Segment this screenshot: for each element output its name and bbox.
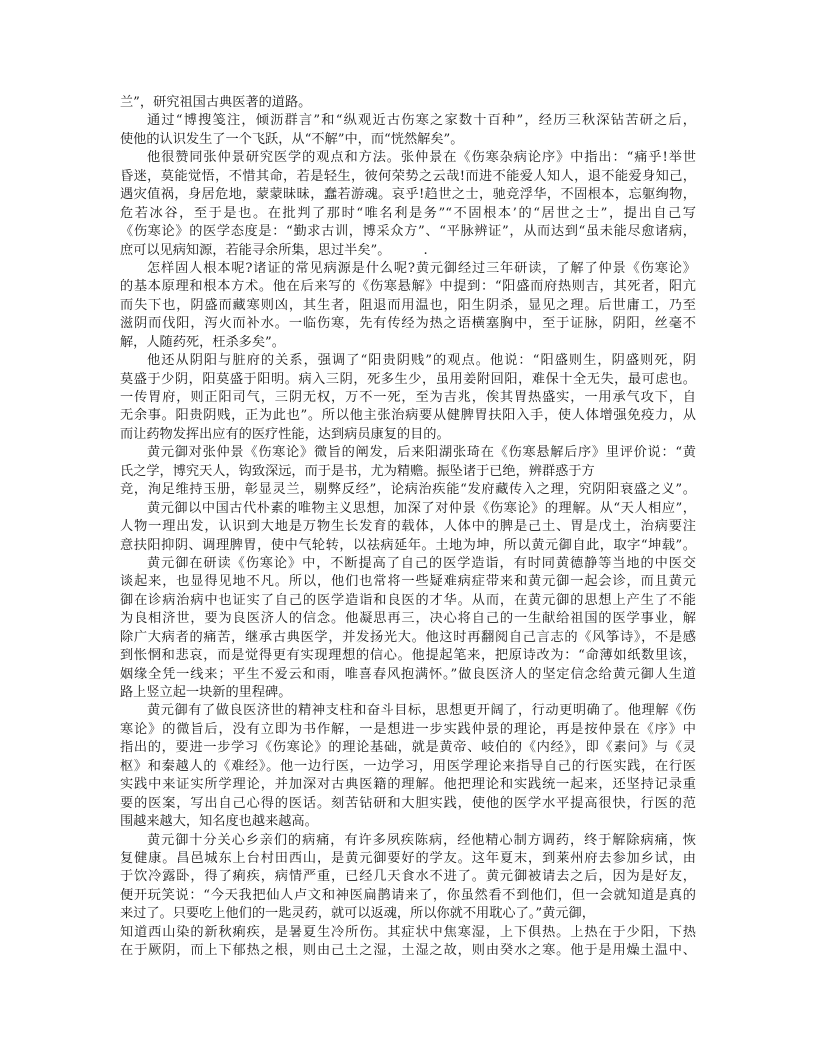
- text-line: 黄元御十分关心乡亲们的病痛，有许多夙疾陈病，经他精心制方调药，终于解除病痛，恢: [147, 832, 696, 848]
- text-line: 兰”，研究祖国古典医著的道路。: [120, 95, 312, 110]
- text-line: 指出的，要进一步学习《伤寒论》的理论基础，就是黄帝、岐伯的《内经》，即《素问》与《灵: [120, 740, 696, 756]
- text-line: 的基本原理和根本方术。他在后来写的《伤寒悬解》中提到：“阳盛而府热则吉，其死者，阳亢: [120, 279, 696, 295]
- text-line: 枢》和秦越人的《难经》。他一边行医，一边学习，用医学理论来指导自己的行医实践，在行医: [120, 758, 696, 774]
- text-line: 实践中来证实所学理论，并加深对古典医籍的理解。他把理论和实践统一起来，还坚持记录重: [120, 777, 696, 793]
- text-line: 使他的认识发生了一个飞跃，从“不解”中，而“恍然解矣”。: [120, 131, 464, 147]
- text-line: 围越来越大，知名度也越来越高。: [120, 814, 318, 830]
- text-line: 无余事。阳贵阴贱，正为此也”。所以他主张治病要从健脾胃扶阳入手，使人体增强免疫力，从: [120, 408, 696, 424]
- text-line: 而失下也，阴盛而藏寒则凶，其生者，阻退而用温也，阳生阴杀，显见之理。后世庸工，乃至: [120, 297, 696, 313]
- text-line: 到怅惘和悲哀，而是觉得更有实现理想的信心。他提起笔来，把原诗改为：“命薄如纸数里该，: [120, 648, 696, 664]
- text-line: 怎样固人根本呢?诸证的常见病源是什么呢?黄元御经过三年研读，了解了仲景《伤寒论》: [147, 260, 696, 276]
- text-line: 谈起来，也显得见地不凡。所以，他们也常将一些疑难病症带来和黄元御一起会诊，而且黄元: [120, 574, 696, 590]
- text-line: 黄元御在研读《伤寒论》中，不断提高了自己的医学造诣，有时同黄德静等当地的中医交: [147, 555, 696, 571]
- text-line: 竞，洵足维持玉册，彰显灵兰，剔弊反经”，论病治疾能“发府藏传入之理，究阴阳衰盛之义”。: [120, 482, 696, 498]
- text-line: 他还从阴阳与脏府的关系，强调了“阳贵阴贱”的观点。他说：“阳盛则生，阴盛则死，阴: [147, 353, 696, 369]
- text-line: 为良相济世，要为良医济人的信念。他凝思再三，决心将自己的一生献给祖国的医学事业，解: [120, 611, 696, 627]
- text-line: 庶可以见病知源，若能寻余所集，思过半矣”。 .: [120, 242, 428, 258]
- text-line: 路上竖立起一块新的里程碑。: [120, 685, 292, 700]
- text-line: 寒论》的微旨后，没有立即为书作解，一是想进一步实践仲景的理论，再是按仲景在《序》中: [120, 721, 696, 737]
- text-line: 而让药物发挥出应有的医疗性能，达到病员康复的目的。: [120, 426, 450, 442]
- text-line: 黄元御以中国古代朴素的唯物主义思想，加深了对仲景《伤寒论》的理解。从“天人相应”，: [147, 500, 696, 516]
- text-line: 危若冰谷，至于是也。在批判了那时“唯名利是务”“不固根本’的“居世之士”，提出自己写: [120, 205, 696, 221]
- text-line: 除广大病者的痛苦，继承古典医学，并发扬光大。他这时再翻阅自己言志的《风筝诗》，不是感: [120, 629, 696, 645]
- text-line: 《伤寒论》的医学态度是：“勤求古训，博采众方”、“平脉辨证”，从而达到“虽未能尽愈诸病，: [120, 224, 696, 240]
- text-line: 氏之学，博究天人，钩致深远，而于是书，尤为精赡。振坠诸于已绝，辨群惑于方: [120, 463, 595, 479]
- text-line: 姻缘全凭一线来；平生不爱云和雨，唯喜春风抱满怀。”做良医济人的坚定信念给黄元御人生道: [120, 666, 696, 682]
- text-line: 来过了。只要吃上他们的一匙灵药，就可以返魂，所以你就不用耽心了。”黄元御，: [120, 906, 595, 922]
- text-line: 御在诊病治病中也证实了自己的医学造诣和良医的才华。从而，在黄元御的思想上产生了不能: [120, 592, 696, 608]
- text-line: 黄元御有了做良医济世的精神支柱和奋斗目标，思想更开阔了，行动更明确了。他理解《伤: [147, 703, 696, 719]
- text-line: 遇灾值祸，身居危地，蒙蒙昧昧，蠢若游魂。哀乎!趋世之士，驰竞浮华，不固根本，忘躯绚物，: [120, 187, 696, 203]
- document-page: [120, 94, 696, 961]
- text-line: 在于厥阴，而上下郁热之根，则由己土之湿，土湿之故，则由癸水之寒。他于是用燥土温中、: [120, 943, 696, 959]
- text-line: 黄元御对张仲景《伤寒论》微旨的阐发，后来阳湖张琦在《伤寒悬解后序》里评价说：“黄: [147, 445, 696, 461]
- text-line: 于饮冷露卧，得了痢疾，病情严重，已经几天食水不进了。黄元御被请去之后，因为是好友，: [120, 869, 696, 885]
- text-line: 莫盛于少阴，阳莫盛于阳明。病入三阴，死多生少，虽用姜附回阳，难保十全无失，最可虑也。: [120, 371, 696, 387]
- text-line: 便开玩笑说：“今天我把仙人卢文和神医扁鹊请来了，你虽然看不到他们，但一会就知道是真的: [120, 887, 696, 903]
- text-line: 要的医案，写出自己心得的医话。刻苦钻研和大胆实践，使他的医学水平提高很快，行医的范: [120, 795, 696, 811]
- text-line: 滋阴而伐阳，泻火而补水。一临伤寒，先有传经为热之语横塞胸中，至于证脉，阴阳，丝毫不: [120, 316, 696, 332]
- text-line: 复健康。昌邑城东上台村田西山，是黄元御要好的学友。这年夏末，到莱州府去参加乡试，由: [120, 850, 696, 866]
- text-line: 解，人随药死，枉杀多矣”。: [120, 334, 285, 350]
- text-line: 一传胃府，则正阳司气，三阴无权，万不一死，至为吉兆，俟其胃热盛实，一用承气攻下，自: [120, 390, 696, 405]
- text-line: 昏迷，莫能觉悟，不惜其命，若是轻生，彼何荣势之云哉!而进不能爱人知人，退不能爱身知己，: [120, 168, 696, 184]
- text-line: 他很赞同张仲景研究医学的观点和方法。张仲景在《伤寒杂病论序》中指出：“痛乎!举世: [147, 150, 696, 166]
- text-line: 知道西山染的新秋痢疾，是暑夏生冷所伤。其症状中焦寒湿，上下俱热。上热在于少阳，下热: [120, 924, 696, 940]
- text-line: 人物一理出发，认识到大地是万物生长发育的载体，人体中的脾是己土、胃是戊土，治病要注: [120, 519, 696, 535]
- text-line: 意扶阳抑阴、调理脾胃，使中气轮转，以祛病延年。土地为坤，所以黄元御自此，取字“坤载”。: [120, 537, 696, 553]
- text-line: 通过“博搜笺注，倾沥群言”和“纵观近古伤寒之家数十百种”，经历三秋深钻苦研之后，: [147, 113, 696, 129]
